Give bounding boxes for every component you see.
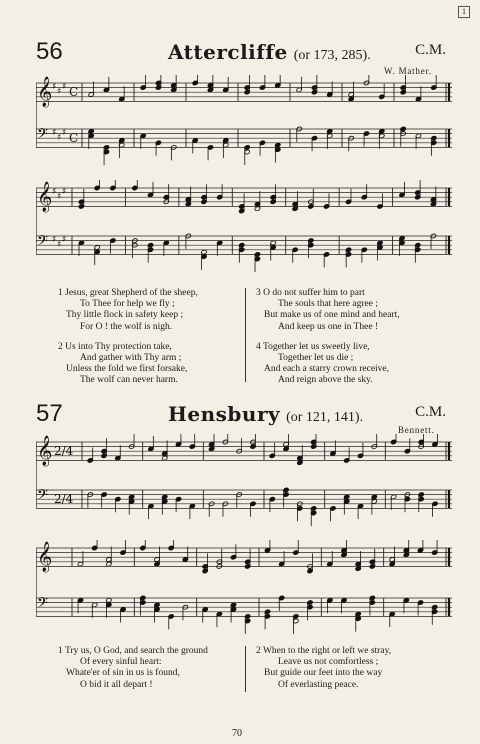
- page-number: 70: [232, 728, 242, 739]
- sharp-sign: ♯: [62, 128, 67, 138]
- verse: [58, 646, 208, 691]
- composer: W. Mather.: [384, 66, 432, 76]
- sharp-sign: ♯: [52, 187, 57, 197]
- composer: Bennett.: [398, 425, 435, 435]
- time-signature: 2/4: [54, 492, 74, 506]
- music-score-system: [36, 434, 452, 530]
- sharp-sign: ♯: [57, 87, 62, 97]
- alt-refs: (or 173, 285).: [293, 48, 371, 63]
- bass-clef: 𝄢: [37, 487, 48, 507]
- column-divider: [245, 288, 246, 382]
- meter: C.M.: [415, 42, 446, 58]
- verse: [256, 646, 391, 691]
- page-marker: 1: [458, 6, 470, 18]
- verse: [58, 342, 198, 387]
- music-score-system: [36, 75, 452, 167]
- verse-line: The souls that here agree ;: [278, 299, 378, 310]
- bass-clef: 𝄢: [37, 126, 48, 146]
- alt-refs: (or 121, 141).: [286, 410, 364, 425]
- verse: [256, 288, 400, 333]
- verse-column-right: [256, 288, 400, 396]
- time-signature: C: [69, 85, 79, 99]
- sharp-sign: ♯: [52, 128, 57, 138]
- hymn-number: 56: [36, 38, 63, 65]
- verse-line: O bid it all depart !: [80, 679, 153, 690]
- verse-line: To Thee for help we fly ;: [80, 299, 175, 310]
- time-signature: C: [69, 131, 79, 145]
- sharp-sign: ♯: [52, 82, 57, 92]
- sharp-sign: ♯: [62, 235, 67, 245]
- verse-line: 1 Jesus, great Shepherd of the sheep,: [58, 288, 198, 298]
- hymn-57-header: [0, 398, 480, 428]
- verse-line: 2 When to the right or left we stray,: [256, 646, 392, 656]
- hymn-number: 57: [36, 400, 63, 427]
- verse-line: 4 Together let us sweetly live,: [256, 341, 370, 352]
- verse-line: And each a starry crown receive,: [264, 364, 390, 375]
- sharp-sign: ♯: [57, 133, 62, 143]
- verse-line: Whate'er of sin in us is found,: [66, 668, 180, 679]
- sharp-sign: ♯: [57, 192, 62, 202]
- verse-column-left: [58, 288, 198, 396]
- verse-line: Thy little flock in safety keep ;: [66, 310, 184, 321]
- verse-line: Together let us die ;: [278, 353, 354, 364]
- time-signature: 2/4: [54, 444, 74, 458]
- meter: C.M.: [415, 404, 446, 420]
- treble-clef: 𝄞: [37, 542, 53, 572]
- verse-line: Of every sinful heart:: [80, 657, 162, 668]
- treble-clef: 𝄞: [37, 436, 53, 466]
- music-score-system: [36, 180, 452, 276]
- verse-line: 3 O do not suffer him to part: [256, 288, 365, 298]
- treble-clef: 𝄞: [37, 77, 53, 107]
- verse-line: The wolf can never harm.: [80, 375, 178, 386]
- verse-line: Leave us not comfortless ;: [278, 657, 379, 668]
- sharp-sign: ♯: [52, 235, 57, 245]
- music-score-system: [36, 540, 452, 640]
- verse: [58, 288, 198, 333]
- sharp-sign: ♯: [62, 82, 67, 92]
- verse-column-left: [58, 646, 208, 700]
- verse-line: And reign above the sky.: [278, 375, 373, 386]
- bass-clef: 𝄢: [37, 233, 48, 253]
- verse-line: But make us of one mind and heart,: [264, 310, 400, 321]
- verse-line: And gather with Thy arm ;: [80, 353, 182, 364]
- tune-name: Attercliffe (or 173, 285).: [168, 40, 371, 64]
- sharp-sign: ♯: [62, 187, 67, 197]
- verse-column-right: [256, 646, 391, 700]
- treble-clef: 𝄞: [37, 182, 53, 212]
- verse-line: Of everlasting peace.: [278, 679, 359, 690]
- verse-line: But guide our feet into the way: [264, 668, 383, 679]
- sharp-sign: ♯: [57, 240, 62, 250]
- verse-line: For O ! the wolf is nigh.: [80, 321, 173, 332]
- tune-name: Hensbury (or 121, 141).: [168, 402, 364, 426]
- verse: [256, 342, 400, 387]
- verse-line: 2 Us into Thy protection take,: [58, 341, 172, 352]
- verse-line: Unless the fold we first forsake,: [66, 364, 188, 375]
- column-divider: [245, 646, 246, 692]
- bass-clef: 𝄢: [37, 595, 48, 615]
- verse-line: And keep us one in Thee !: [278, 321, 379, 332]
- hymn-56-header: [0, 36, 480, 66]
- verse-line: 1 Try us, O God, and search the ground: [58, 646, 208, 656]
